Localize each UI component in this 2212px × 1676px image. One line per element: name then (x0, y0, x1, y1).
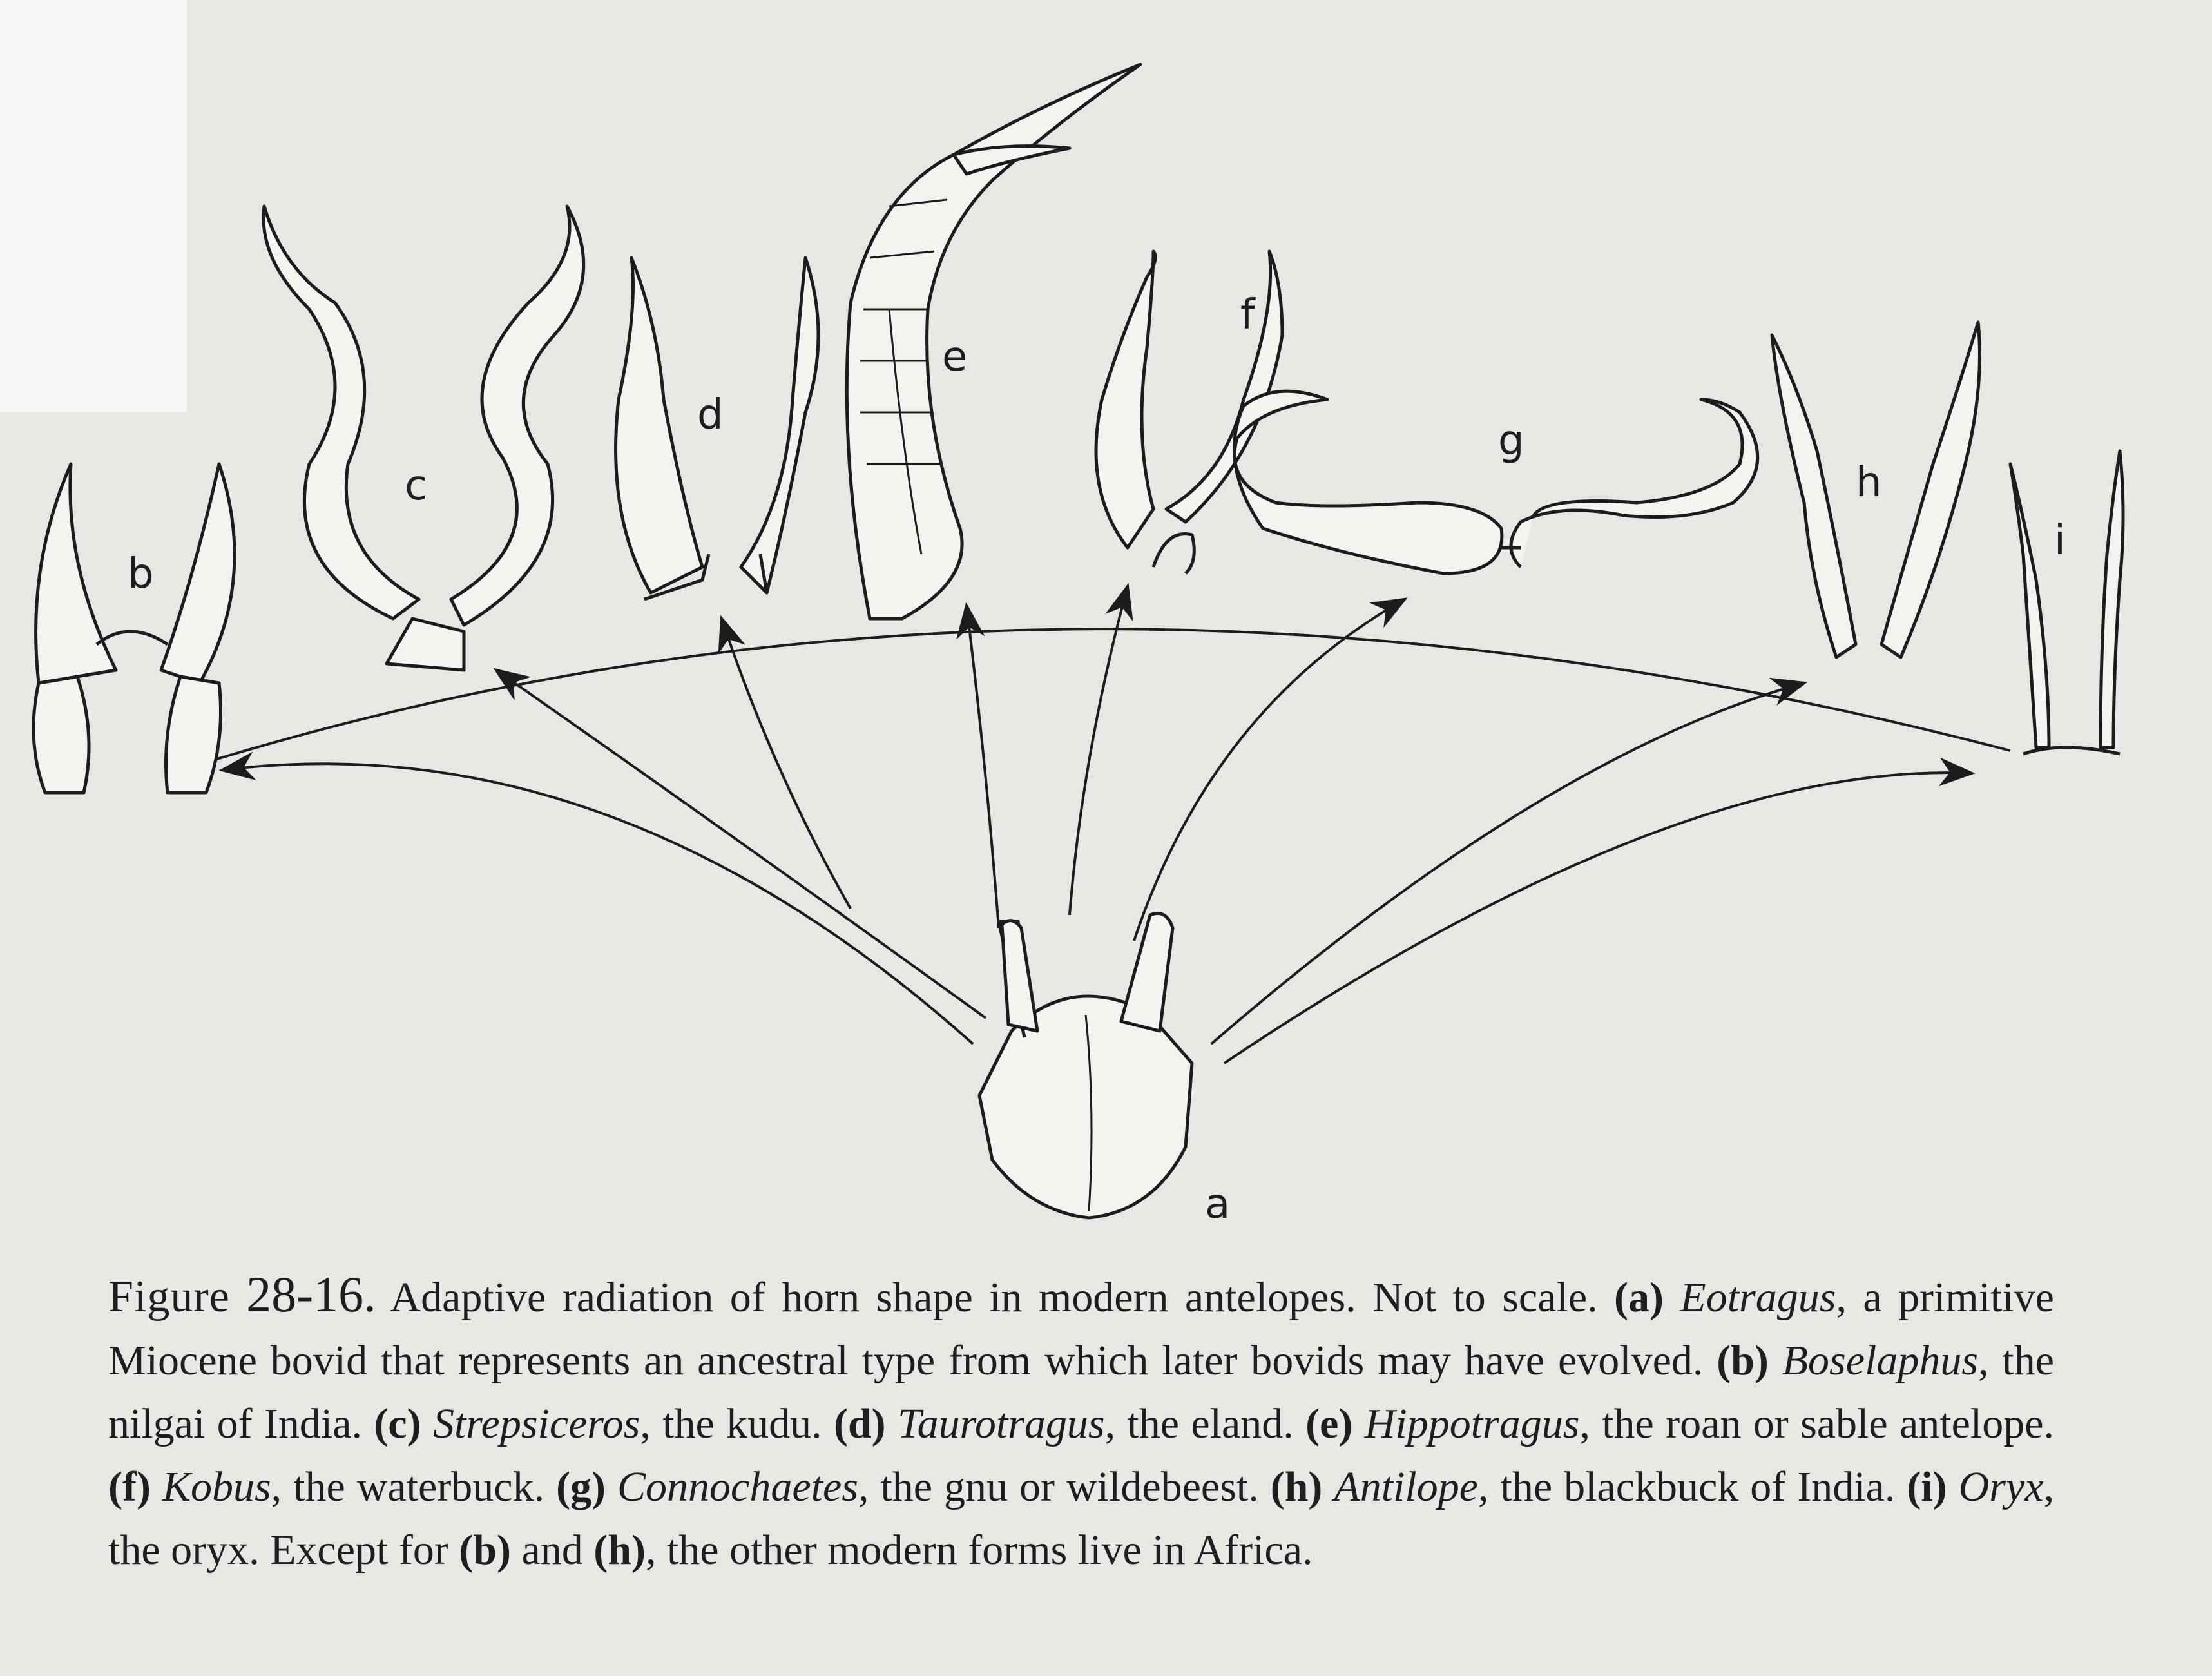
arrow-to-h (1211, 683, 1804, 1044)
arrow-to-d (722, 619, 851, 909)
caption-genus-d: Taurotragus (897, 1400, 1105, 1447)
caption-genus-b: Boselaphus (1782, 1337, 1979, 1384)
label-c: c (405, 462, 428, 510)
caption-tag-f: (f) (108, 1463, 151, 1510)
strepsiceros-horns (264, 206, 584, 670)
arrow-to-f (1070, 586, 1128, 915)
caption-desc-d: , the eland. (1104, 1400, 1294, 1447)
label-a: a (1205, 1180, 1231, 1224)
caption-desc-i: , the oryx. (108, 1463, 2055, 1574)
label-d: d (697, 391, 724, 439)
caption-genus-e: Hippotragus (1364, 1400, 1580, 1447)
arrow-to-c (496, 670, 986, 1018)
caption-desc-e: , the roan or sable antelope. (1579, 1400, 2055, 1447)
caption-desc-f: , the waterbuck. (271, 1463, 545, 1510)
hippotragus-horns (847, 64, 1140, 619)
label-h: h (1856, 459, 1882, 506)
arrow-to-i (1224, 773, 1972, 1063)
boselaphus-horns (34, 464, 235, 793)
caption-genus-h: Antilope (1334, 1463, 1478, 1510)
label-g: g (1498, 417, 1524, 465)
oryx-horns (2010, 451, 2123, 754)
caption-desc-h: , the blackbuck of India. (1478, 1463, 1896, 1510)
caption-genus-a: Eotragus (1680, 1274, 1836, 1321)
caption-desc-a: , a primitive Miocene bovid that represents an ancestral type from which later bovids may have evolved. (108, 1274, 2054, 1384)
caption-tag-c: (c) (374, 1400, 421, 1447)
arrow-to-e (967, 606, 999, 928)
caption-genus-f: Kobus (162, 1463, 271, 1510)
caption-tag-e: (e) (1305, 1400, 1353, 1447)
caption-tag-i: (i) (1907, 1463, 1947, 1510)
label-e: e (942, 333, 968, 381)
caption-desc-c: , the kudu. (640, 1400, 822, 1447)
label-f: f (1240, 291, 1255, 339)
label-b: b (128, 550, 154, 598)
radiation-arrows (222, 586, 1972, 1063)
caption-figure-number: 28-16. (246, 1266, 376, 1322)
caption-closing-and: and (521, 1527, 583, 1574)
caption-genus-c: Strepsiceros (432, 1400, 640, 1447)
caption-tag-g: (g) (556, 1463, 606, 1510)
caption-tag-a: (a) (1614, 1274, 1664, 1321)
caption-closing-b: (b) (459, 1527, 511, 1574)
caption-closing-post: , the other modern forms live in Africa. (645, 1527, 1313, 1574)
caption-genus-g: Connochaetes (617, 1463, 858, 1510)
caption-genus-i: Oryx (1958, 1463, 2044, 1510)
caption-desc-b: , the nilgai of India. (108, 1337, 2055, 1447)
caption-tag-d: (d) (833, 1400, 886, 1447)
caption-tag-b: (b) (1717, 1337, 1769, 1384)
figure-caption (108, 1263, 2054, 1582)
caption-desc-g: , the gnu or wildebeest. (858, 1463, 1259, 1510)
arrow-to-g (1134, 599, 1405, 941)
eotragus-skull (979, 914, 1192, 1218)
label-i: i (2054, 517, 2066, 564)
caption-tag-h: (h) (1270, 1463, 1323, 1510)
caption-closing-pre: Except for (270, 1527, 448, 1574)
caption-closing-h: (h) (593, 1527, 646, 1574)
arrow-to-b (222, 764, 973, 1044)
caption-figure-word: Figure (108, 1272, 230, 1322)
caption-intro: Adaptive radiation of horn shape in modern antelopes. Not to scale. (390, 1274, 1598, 1321)
connochaetes-horns (1234, 391, 1757, 573)
